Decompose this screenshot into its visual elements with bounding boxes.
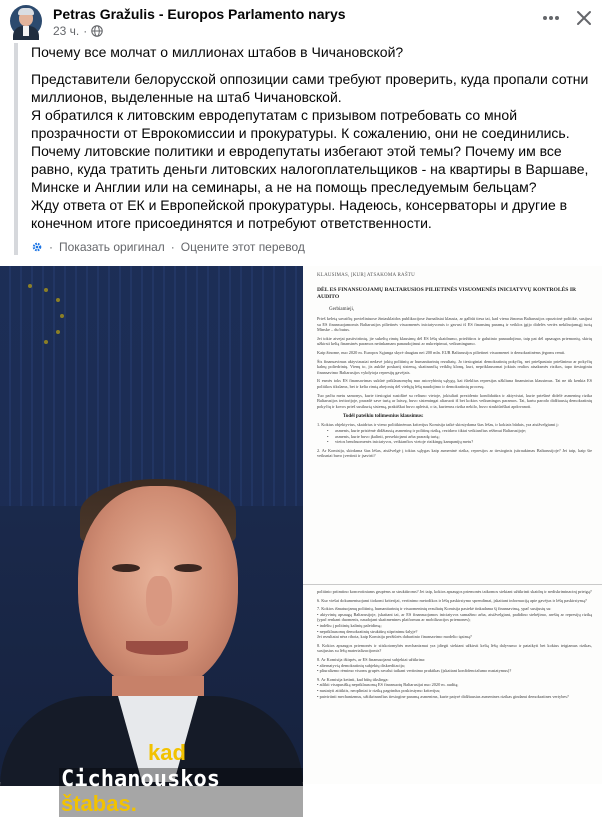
caption-line-2: [59, 768, 303, 817]
doc-line: 8. Kokios apsaugos priemonės ir stiskotomybės mechanizmai yra įdiegti siekiant užkirsti kelią lėšų dalyvumo ir pataikyti bet kokius teigiamus rizikas, susijusius su lėšų materializacijomis?: [317, 642, 592, 654]
doc-title: DĖL ES FINANSUOJAMŲ BALTARUSIOS PILIETINĖS VISUOMENĖS INICIATYVŲ KONTROLĖS IR AUDITO: [317, 287, 577, 300]
author-avatar[interactable]: [10, 5, 42, 37]
doc-paragraph: Šis finansavimas aktyviausiai nedavė jokių politinių ar humanitarinių rezultatų. Jo tiesioginiai demokratinių pokyčių, nei priešpastato priešinimo ar pokyčių kalnų poliedrinių. Vienų to, jis aukštė poskartį sistemą, skatinančią veiklių klonų, kuri, nepriklausomai jokiais realios atsaksmės rizikos, tapo tiesioginiu finansavimo Baltarusijos vykdytoja represijų gavėjais.: [317, 358, 592, 375]
doc-line: • nepriklausomų demokratinių struktūrų stiprinimu šalyje?: [317, 628, 418, 634]
close-icon[interactable]: [576, 10, 592, 26]
doc-paragraph: Kaip žinome, nuo 2020 m. Europos Sąjunga skyrė daugiau nei 200 mln. EUR Baltarusijos pilietinei visuomenei ir demokratinėms jėgoms remti.: [317, 349, 566, 355]
nose: [146, 576, 172, 626]
author-name[interactable]: Petras Gražulis - Europos Parlamento narys: [53, 6, 346, 22]
rate-translation-link[interactable]: Оцените этот перевод: [180, 240, 305, 254]
doc-line: • atlikti visapusišką nepriklausomą ES finansuotų Baltarusijai nuo 2020 m. auditą;: [317, 682, 459, 688]
doc-line: • alternatyvią demokratinių subjektų diskreditacija;: [317, 662, 405, 668]
more-options-icon[interactable]: [541, 10, 561, 26]
post-header: [0, 0, 602, 44]
show-original-link[interactable]: Показать оригинал: [59, 240, 165, 254]
doc-bullet: • asmenis, kurie prisiėmė didžiausią asmeninę ir politinę riziką, rezidavo tiktai veikiančius rėžimui Baltarusijoje;: [317, 428, 592, 434]
doc-paragraph: Jei tokie atvejai pasitvirtintų, jie sukeltų rimtų klausimų dėl ES lėšų skaidrumo, priežiūros ir galutinio panaudojimo, taip pat dėl apsaugos priemonių, skirtų užkirsti kelią finansinės paramos netinkamam panaudojimui ar nukreipimui, veiksmingumo.: [317, 335, 592, 347]
left-eye: [112, 564, 140, 572]
right-eye: [174, 564, 202, 572]
doc-paragraph: Iš esmės toks ES finansavimas sukūrė priklausomybę nuo astovybinių sąlygų, kai išteklius represijas užkliuna finansinius klausimus. Tai ne tik kenkia ES politikos tikslams, bet ir kelia rimtą abejonių dėl viešųjų lėšų naudojimo ir demokratinių procesų.: [317, 378, 592, 389]
post-paragraph: Почему литовские политики и евродепутаты избегают этой темы? Почему им все равно, куда тратить деньги литовских налогоплательщиков - на квартиры в Варшаве, Минске и Англии или на семинары, а не на помощь преследуемым бельцам?: [31, 143, 589, 195]
doc-bullet: • asmenis, kurie buvo įkalinti, persekiojami arba praradę turtą;: [317, 434, 592, 440]
eu-stars-icon: [0, 266, 303, 506]
doc-line: 8. Ar Komisija ištirpės, ar ES finansuojami subjektai užtikrina:: [317, 656, 426, 662]
doc-paragraph: Prieš keletą savaičių povieliniuose žiniasklaidos publikacijose žurnalistai klausia, ar galbūt tiesa tai, kad viena žinoma Baltarusijos opozicinė politikė, susijusi su ES finansuojamomis Baltarusijos pilietinės visuomenės iniciatyvomis ir gavusi iš ES finansinę paramą ir veiklos įgijo didelės vertės nekilnojamąjį turtą Minske – du butus.: [317, 316, 592, 333]
doc-line: politinio priimtino konceotiniams grupėms ar struktūroms? Jei taip, kokios apsaugos priemonės taikomos siekiant užtikrinti skaidrų ir nediskriminacinį prieigą?: [317, 589, 592, 594]
globe-icon: [91, 25, 103, 37]
post-meta: 23 ч. ·: [53, 24, 103, 38]
post-time[interactable]: 23 ч.: [53, 24, 80, 38]
doc-subheading: Todėl pateikiu tolimesnius klausimus:: [343, 414, 424, 420]
video-frame[interactable]: [0, 266, 303, 816]
post-text: [14, 43, 599, 255]
document-page-1: [303, 266, 602, 584]
post-paragraph: Представители белорусской оппозиции сами требуют проверить, куда пропали сотни миллионов, выделенные на штаб Чичановской.: [31, 71, 589, 105]
doc-line: 9. Ar Komisija ketinti, kad būtų tikslinga:: [317, 676, 389, 682]
doc-line: • indėliu į politinių kalinių paleidimą;: [317, 622, 382, 628]
caption-highlight: štabas.: [61, 791, 137, 816]
doc-line: 7. Kokios išmatuojamų politinių, humanitarinių ir visuomeninių rezultatų Komisija pasiekė tinkadama šį finansavimą, ypač susijusių su:: [317, 606, 552, 612]
doc-bullet: • vietos bendruomenės iniciatyvos, veikiančios vietoje rizikingų kampanijų metu?: [317, 439, 592, 445]
post-paragraph: Жду ответа от ЕК и Европейской прокуратуры. Надеюсь, консерваторы и другие в конечном итоге присоединятся и потребуют ответственности.: [31, 197, 568, 231]
doc-line: • nustatyti atitiktis, neopliniai ir riziką pagrindus poskirstymo kriterijus;: [317, 687, 441, 693]
doc-kicker: KLAUSIMAS, [KUR] ATSAKOMA RAŠTU: [317, 273, 415, 278]
post-paragraph: Почему все молчат о миллионах штабов в Чичановской?: [31, 44, 404, 60]
mouth: [126, 641, 188, 655]
caption-plain: Cichanouskos: [61, 767, 220, 792]
post-paragraph: Я обратился к литовским евродепутатам с призывом потребовать со мной прозрачности от Еврокомиссии и прокуратуры. К сожалению, они не соединились.: [31, 107, 570, 141]
doc-question: 2. Ar Komisija, skirdama šias lėšas, atsižvelgė į tokias sąlygas kaip asmeninė rizika, represijos ar tiesioginis įsitraukimas Baltarusijoje? Jei taip, kaip šie veiksniai buvo įvertinti ir įsavirti?: [317, 447, 592, 459]
document-image[interactable]: [303, 266, 602, 782]
doc-line: • pliuralizmo rėmimo visoms grupės ravalui taikant vertinimo praktikas (įskaitant konfidencialumo nustatymus)?: [317, 668, 512, 674]
doc-line: • patvirtinti mechanizmus, užtikrinančius tiesiogine paramą asmenims, kurie patyrė didžiausias asmenines rizikas gindami demokratines vertybes?: [317, 693, 569, 699]
caption-line-1: kad: [148, 740, 186, 765]
document-page-2: [303, 584, 602, 784]
doc-line: • aktyvinių apsaugą Baltarusijoje, įskaitant tai, ar ES finansuojamos iniciatyvos sumažino arba, atsižvelgiant, padidino stebėjimo, areštų ar represijų riziką (ypač renkant duomenis, naudojant skaitmenines platformas ar mobilizacijos priemones);: [317, 611, 592, 623]
doc-line: Jei rezultatai nėra ribota, kaip Komisija peržiūrės dabartinio finansavimo modelio tęsimą?: [317, 634, 472, 640]
post-media[interactable]: [0, 266, 602, 816]
gear-icon: [31, 241, 43, 253]
doc-paragraph: Tuo pačiu metu samonys, kurie tiesiogiai susidūrė su reliuno vietoje, jokiuliatì prezidento kondidatūra ir aktyvistai, kurie priešinė didelė asmeninę rizika Baltarusijos teritorijoje, praradė save turtą ar laisvę, buvo sistemingai aliaruoti iš bet kokios veiksmingos paramos. Tai, kartu parodo didžiausią demokratinių pokyčių ir kovos prieš susikurtą sistemą, praktiškai buvo apleisti, o ta, kuriemss rizika nekilo, buvo struktūriškai apdovanoti.: [317, 392, 592, 409]
doc-question: 1. Kokius objektyvius, skaidrius ir vieno politikinėmus kriterijus Komisija taikė skirstydama šias lėšas, ir kokiais būdais, yra atsižvelgiami į:: [317, 422, 559, 428]
translation-bar: · Показать оригинал · Оцените этот перевод: [31, 239, 599, 255]
doc-greeting: Gerbiamieji,: [329, 307, 355, 312]
doc-line: 6. Kur viešai dokumentuojami tiokomi kriterijai, vertinimo metodikos ir lėšų paskirstymo sprendimai, įskaitant informaciją apie gavėjus ir lėšų paskirstymą?: [317, 597, 587, 603]
